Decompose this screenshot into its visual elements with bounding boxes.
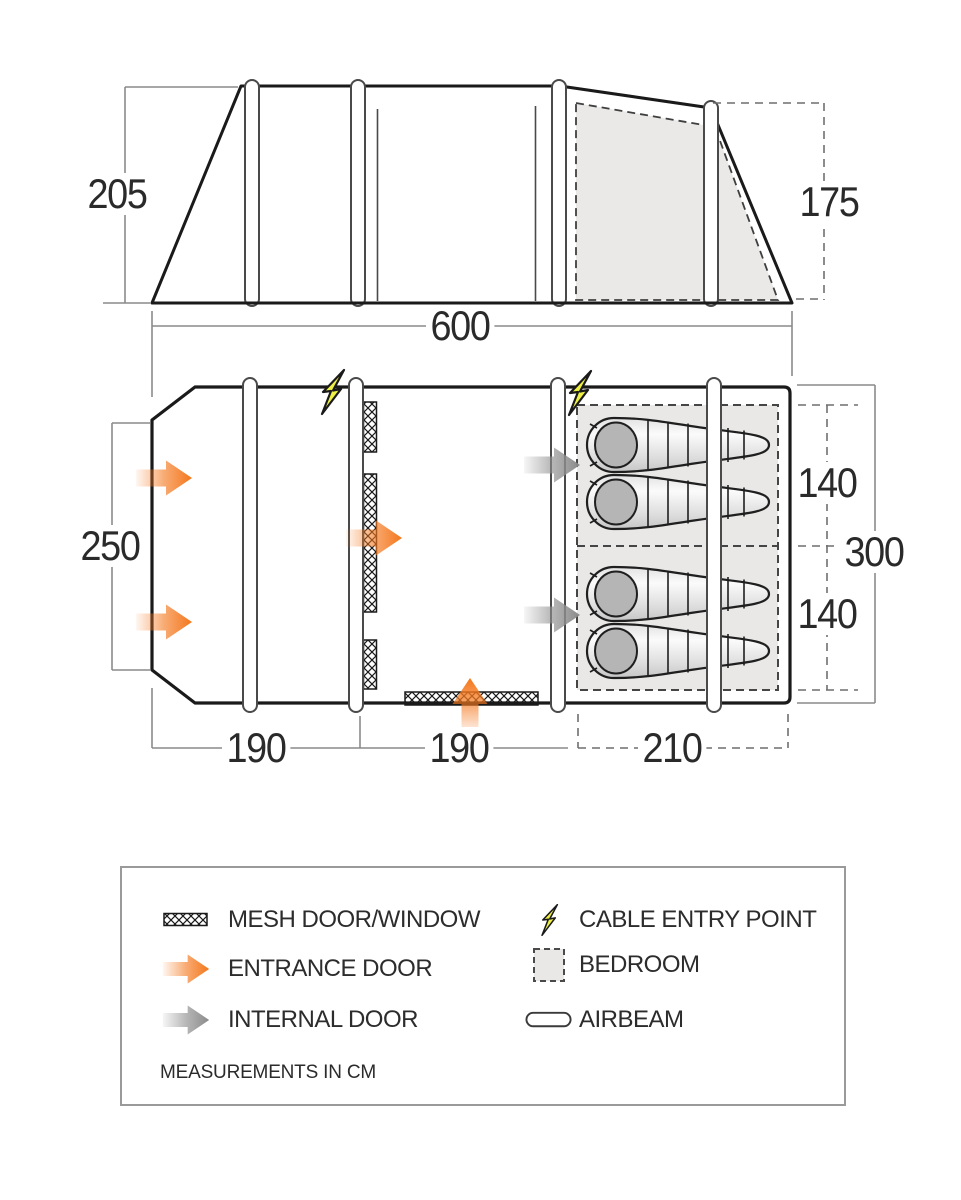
dim-label-section-front: 190 (222, 727, 290, 769)
floorplan-view (112, 370, 875, 748)
measurements-note: MEASUREMENTS IN CM (160, 1062, 376, 1083)
legend-item-bedroom (525, 947, 700, 983)
airbeam-icon (525, 1011, 573, 1029)
legend-item-internal-door (162, 1005, 418, 1035)
dim-label-section-middle: 190 (425, 727, 493, 769)
legend-label: BEDROOM (579, 951, 700, 978)
dim-label-bedroom-bottom: 140 (793, 593, 861, 635)
dim-label-elevation-height-left: 205 (83, 173, 151, 215)
mesh-panel (364, 640, 377, 689)
legend-item-entrance-door (162, 954, 432, 984)
legend-item-cable-entry (525, 904, 816, 936)
dim-label-bedroom-top: 140 (793, 462, 861, 504)
legend-label: MESH DOOR/WINDOW (228, 906, 480, 933)
internal-door-icon (162, 1005, 210, 1035)
legend-label: AIRBEAM (579, 1006, 684, 1033)
legend-label: ENTRANCE DOOR (228, 955, 433, 982)
airbeam-pole (552, 80, 566, 306)
airbeam-pole (707, 378, 721, 712)
dim-label-section-bedroom: 210 (638, 727, 706, 769)
airbeam-pole (351, 80, 365, 306)
airbeam-pole (551, 378, 565, 712)
airbeam-pole (704, 101, 718, 306)
legend-item-airbeam (525, 1006, 684, 1034)
airbeam-pole (245, 80, 259, 306)
bedroom-icon (525, 947, 573, 983)
entrance-door-icon (162, 954, 210, 984)
dim-label-elevation-width: 600 (426, 305, 494, 347)
mesh-panel (364, 402, 377, 452)
dim-label-total-depth: 300 (840, 531, 908, 573)
legend-label: CABLE ENTRY POINT (579, 906, 817, 933)
dim-label-front-depth: 250 (76, 525, 144, 567)
elevation-view (103, 80, 824, 397)
elevation-bedroom-area (576, 103, 778, 300)
dim-label-elevation-height-right: 175 (795, 181, 863, 223)
cable-entry-point-icon (525, 904, 573, 936)
airbeam-pole (243, 378, 257, 712)
mesh-door-window-icon (162, 912, 210, 928)
legend-label: INTERNAL DOOR (228, 1006, 418, 1033)
legend-item-mesh (162, 906, 480, 934)
